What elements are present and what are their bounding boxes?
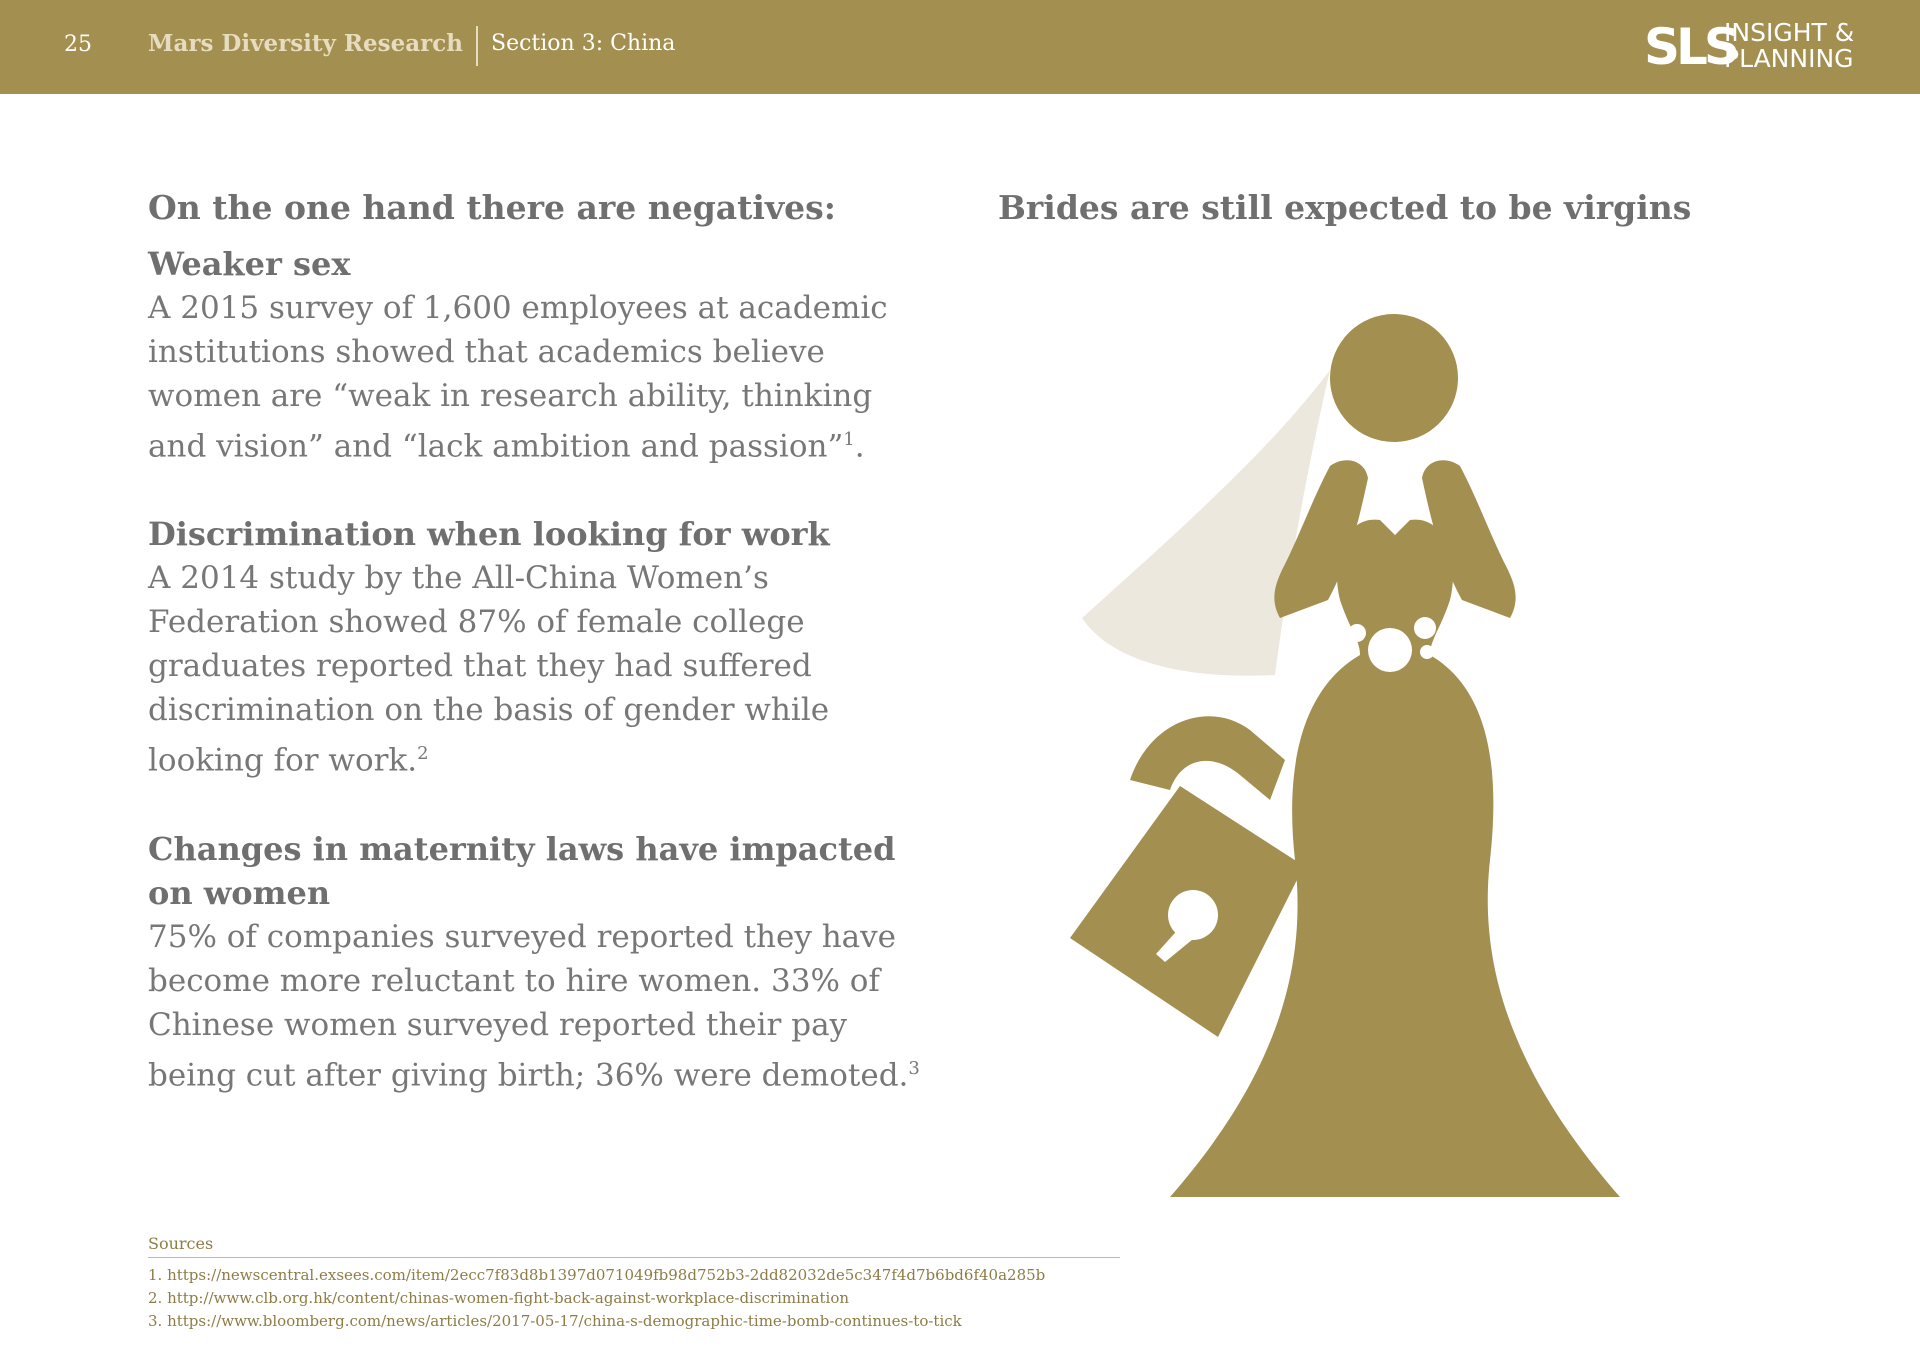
section-heading-maternity: Changes in maternity laws have impacted on women	[148, 829, 896, 912]
section-body-discrimination	[148, 556, 928, 782]
sources-title: Sources	[148, 1234, 214, 1253]
body-text: A 2015 survey of 1,600 employees at academic institutions showed that academics believe women are “weak in research ability, thinking and vision” and “lack ambition and passion”	[148, 290, 888, 465]
veil-shape	[1082, 370, 1330, 676]
head-shape	[1330, 314, 1458, 442]
section-heading-weaker-sex: Weaker sex	[148, 245, 351, 283]
sls-logo	[1644, 18, 1874, 78]
belt-jewel-right	[1414, 617, 1436, 639]
source-link-2[interactable]: 2. http://www.clb.org.hk/content/chinas-women-fight-back-against-workplace-discrimination	[148, 1289, 850, 1307]
logo-line-1: INSIGHT &	[1724, 18, 1855, 47]
belt-jewel-center	[1368, 628, 1412, 672]
body-text: A 2014 study by the All-China Women’s Federation showed 87% of female college graduates reported that they had suffered discrimination on the basis of gender while looking for work.	[148, 560, 830, 779]
report-title: Mars Diversity Research	[148, 30, 463, 57]
page-number: 25	[64, 32, 92, 57]
belt-jewel-left	[1348, 624, 1366, 642]
bride-with-padlock-icon	[1060, 300, 1640, 1210]
source-link-3[interactable]: 3. https://www.bloomberg.com/news/articles/2017-05-17/china-s-demographic-time-bomb-continues-to-tick	[148, 1312, 962, 1330]
footnote-ref: 2	[417, 743, 429, 765]
footnote-ref: 1	[843, 429, 855, 450]
body-tail: .	[854, 428, 865, 465]
section-body-weaker-sex	[148, 286, 928, 468]
intro-heading: On the one hand there are negatives:	[148, 188, 836, 227]
footnote-ref: 3	[908, 1057, 920, 1079]
sources-block	[148, 1234, 1120, 1333]
header-bar	[0, 0, 1920, 94]
sources-divider	[148, 1257, 1120, 1258]
belt-jewel-small	[1420, 645, 1434, 659]
section-body-maternity	[148, 915, 928, 1097]
padlock-shackle	[1130, 716, 1285, 800]
header-divider	[476, 26, 478, 66]
right-heading: Brides are still expected to be virgins	[998, 188, 1692, 227]
logo-line-2: PLANNING	[1724, 44, 1854, 73]
body-text: 75% of companies surveyed reported they have become more reluctant to hire women. 33% of Chinese women surveyed reported their pay being cut after giving birth; 36% were demoted.	[148, 918, 909, 1093]
logo-text	[1724, 20, 1854, 72]
section-heading-discrimination: Discrimination when looking for work	[148, 515, 830, 554]
left-column	[148, 186, 928, 1141]
source-link-1[interactable]: 1. https://newscentral.exsees.com/item/2ecc7f83d8b1397d071049fb98d752b3-2dd82032de5c347f4d7b6bd6f40a285b	[148, 1266, 1046, 1284]
section-label: Section 3: China	[491, 31, 676, 56]
logo-mark: SLS	[1644, 18, 1736, 76]
